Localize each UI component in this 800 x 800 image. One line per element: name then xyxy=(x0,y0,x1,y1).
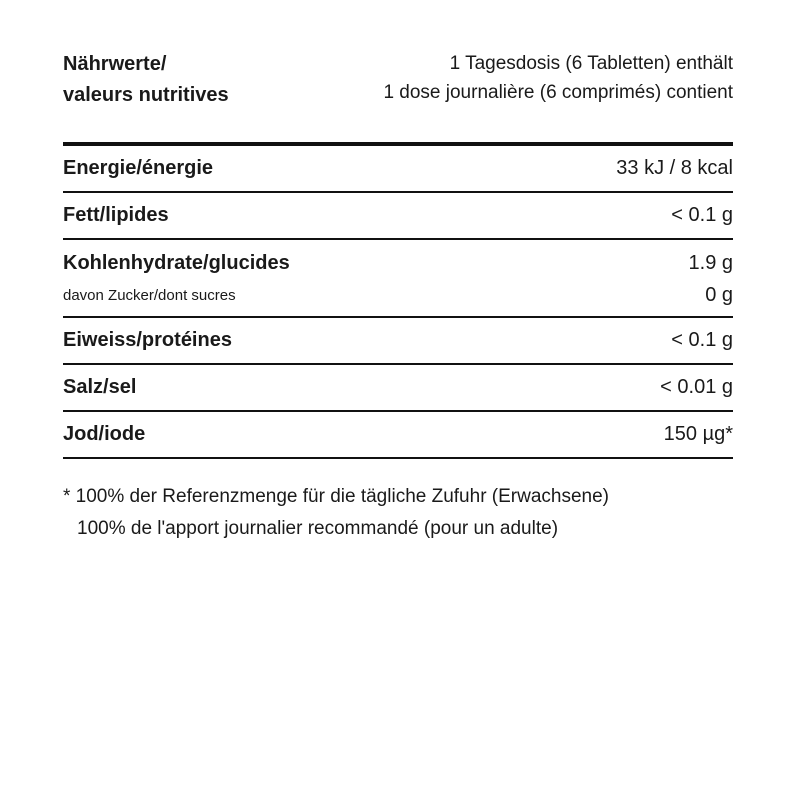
nutrient-value: 33 kJ / 8 kcal xyxy=(616,157,733,179)
nutrient-row-carbohydrates xyxy=(63,240,733,318)
nutrient-label: Energie/énergie xyxy=(63,157,214,179)
footnote-german: * 100% der Referenzmenge für die tägliche Zufuhr (Erwachsene) xyxy=(63,486,610,507)
nutrient-value: 0 g xyxy=(705,283,733,306)
nutrient-row-fat xyxy=(63,193,733,240)
nutrition-title xyxy=(63,49,229,111)
nutrient-label: Fett/lipides xyxy=(63,204,169,226)
nutrient-row-iodine xyxy=(63,412,733,459)
nutrient-label: Kohlenhydrate/glucides xyxy=(63,251,290,274)
carbohydrates-line xyxy=(63,250,733,276)
nutrient-label: Eiweiss/protéines xyxy=(63,329,232,351)
nutrient-value: 150 µg* xyxy=(663,423,733,445)
nutrient-sublabel: davon Zucker/dont sucres xyxy=(63,286,236,304)
serving-german: 1 Tagesdosis (6 Tabletten) enthält xyxy=(449,53,733,74)
nutrient-value: < 0.1 g xyxy=(671,204,733,226)
nutrient-row-energy xyxy=(63,146,733,193)
serving-french: 1 dose journalière (6 comprimés) contient xyxy=(383,82,733,103)
nutrient-row-salt xyxy=(63,365,733,412)
title-french: valeurs nutritives xyxy=(63,84,229,106)
nutrient-value: 1.9 g xyxy=(688,251,733,274)
nutrient-label: Salz/sel xyxy=(63,376,137,398)
nutrition-facts-panel xyxy=(63,50,733,545)
nutrient-value: < 0.1 g xyxy=(671,329,733,351)
footnote-french: 100% de l'apport journalier recommandé (pour un adulte) xyxy=(77,518,559,539)
nutrient-row-protein xyxy=(63,318,733,365)
nutrient-value: < 0.01 g xyxy=(660,376,733,398)
title-german: Nährwerte/ xyxy=(63,53,167,75)
footnote xyxy=(63,481,733,545)
nutrient-label: Jod/iode xyxy=(63,423,146,445)
nutrition-header xyxy=(63,50,733,146)
sugars-line xyxy=(63,280,733,310)
serving-description xyxy=(383,49,733,107)
